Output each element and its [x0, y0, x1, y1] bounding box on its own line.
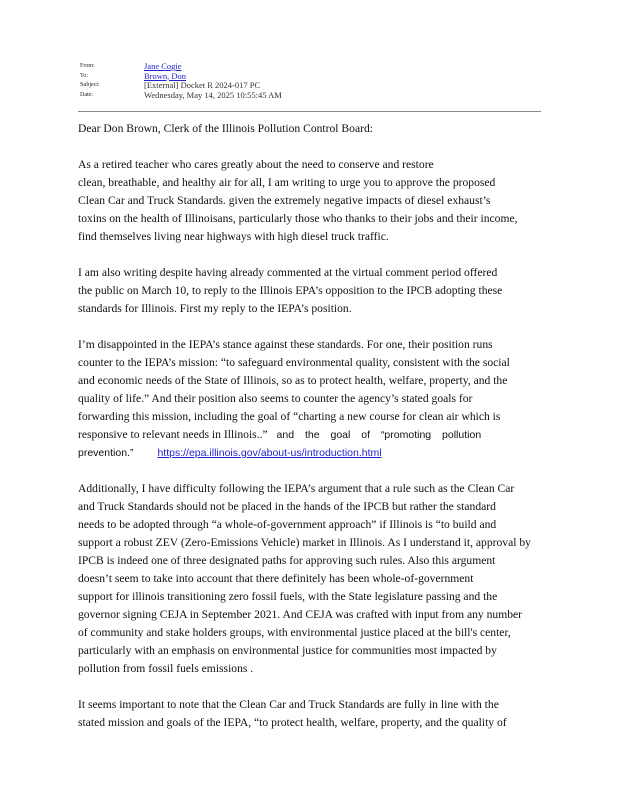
text-line: counter to the IEPA’s mission: “to safeguard environmental quality, consistent with the social	[78, 356, 510, 369]
subject-value: [External] Docket R 2024-017 PC	[144, 80, 261, 90]
text-line: support for illinois transitioning zero fossil fuels, with the State legislature passing and the	[78, 590, 498, 603]
from-label: From:	[80, 63, 95, 69]
text-line: toxins on the health of Illinoisans, particularly those who thanks to their jobs and their income,	[78, 212, 518, 225]
to-label: To:	[80, 72, 88, 79]
epa-link[interactable]: https://epa.illinois.gov/about-us/introduction.html	[157, 447, 382, 459]
subject-label: Subject:	[80, 82, 100, 88]
date-value: Wednesday, May 14, 2025 10:55:45 AM	[144, 89, 282, 100]
text-line: and the goal of “promoting pollution	[276, 429, 482, 441]
text-line: responsive to relevant needs in Illinois..”	[78, 428, 268, 441]
text-line: needs to be adopted through “a whole-of-government approach” if Illinois is “to build and	[78, 518, 497, 531]
text-line: and economic needs of the State of Illinois, so as to protect health, welfare, property, and the	[78, 374, 508, 387]
paragraph-5	[78, 696, 548, 732]
text-line: standards for Illinois. First my reply to the IEPA’s position.	[78, 302, 352, 315]
text-line: governor signing CEJA in September 2021. And CEJA was crafted with input from any number	[78, 608, 523, 621]
text-line: support a robust ZEV (Zero-Emissions Vehicle) market in Illinois. As I understand it, approval by	[78, 536, 531, 549]
text-line: prevention.”	[78, 447, 134, 459]
from-link[interactable]: Jane Cogie	[144, 61, 182, 71]
paragraph-1	[78, 156, 548, 246]
text-line: stated mission and goals of the IEPA, “to protect health, welfare, property, and the quality of	[78, 716, 507, 729]
text-line: doesn’t seem to take into account that there definitely has been whole-of-government	[78, 572, 474, 585]
text-line: IPCB is indeed one of three designated paths for approving such rules. Also this argument	[78, 554, 496, 567]
header-divider	[78, 111, 541, 112]
salutation: Dear Don Brown, Clerk of the Illinois Pollution Control Board:	[78, 122, 373, 135]
text-line: of community and stake holders groups, with environmental justice placed at the bill's center,	[78, 626, 511, 639]
paragraph-4	[78, 480, 548, 678]
text-line: particularly with an emphasis on environmental justice for communities most impacted by	[78, 644, 497, 657]
text-line: It seems important to note that the Clean Car and Truck Standards are fully in line with the	[78, 698, 499, 711]
text-line: clean, breathable, and healthy air for all, I am writing to urge you to approve the proposed	[78, 176, 496, 189]
text-line: find themselves living near highways with high diesel truck traffic.	[78, 230, 389, 243]
date-label: Date:	[80, 91, 93, 98]
text-line: I am also writing despite having already commented at the virtual comment period offered	[78, 266, 498, 279]
paragraph-3	[78, 336, 548, 462]
text-line: forwarding this mission, including the goal of “charting a new course for clean air which is	[78, 410, 501, 423]
text-line: pollution from fossil fuels emissions .	[78, 662, 254, 675]
to-link[interactable]: Brown, Don	[144, 70, 187, 81]
paragraph-2	[78, 264, 548, 318]
text-line: the public on March 10, to reply to the Illinois EPA’s opposition to the IPCB adopting these	[78, 284, 503, 297]
text-line: Additionally, I have difficulty following the IEPA’s argument that a rule such as the Clean Car	[78, 482, 515, 495]
text-line: I’m disappointed in the IEPA’s stance against these standards. For one, their position runs	[78, 338, 493, 351]
email-header	[80, 62, 282, 100]
text-line: As a retired teacher who cares greatly about the need to conserve and restore	[78, 158, 434, 171]
text-line: Clean Car and Truck Standards. given the extremely negative impacts of diesel exhaust’s	[78, 194, 491, 207]
text-line: quality of life.” And their position also seems to counter the agency’s stated goals for	[78, 392, 473, 405]
text-line: and Truck Standards should not be placed in the hands of the IPCB but rather the standard	[78, 500, 496, 513]
email-body	[78, 120, 548, 750]
